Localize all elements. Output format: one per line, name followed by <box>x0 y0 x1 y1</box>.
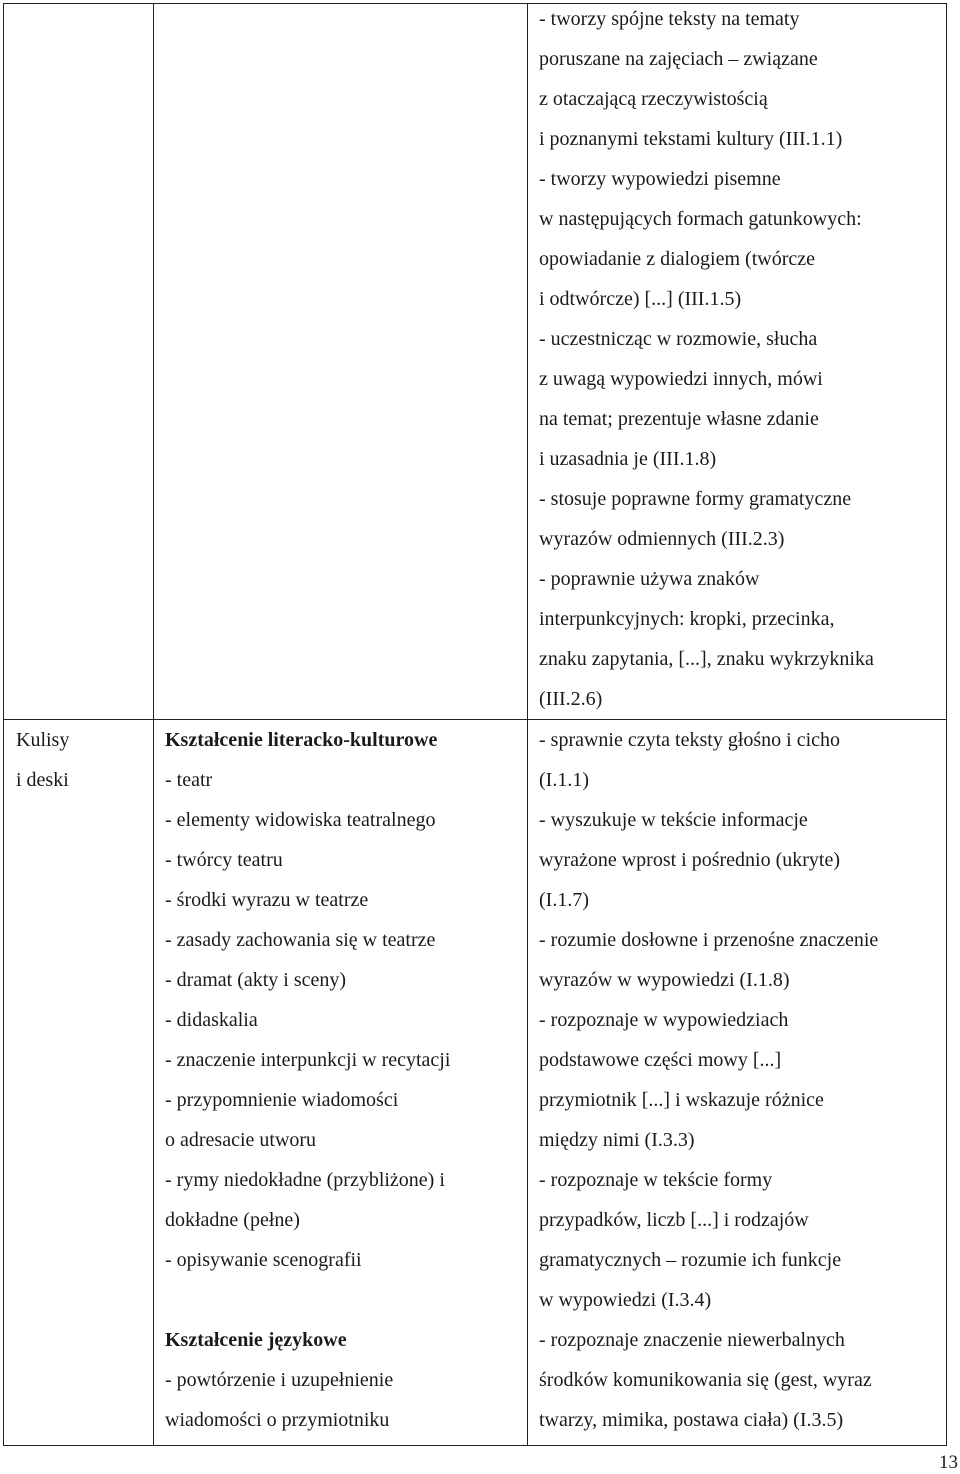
content-line: - przypomnienie wiadomości <box>165 1089 399 1111</box>
content-line: wiadomości o przymiotniku <box>165 1409 390 1431</box>
requirement-line: wyrazów w wypowiedzi (I.1.8) <box>539 969 790 991</box>
content-line: - zasady zachowania się w teatrze <box>165 929 436 951</box>
requirement-line: - tworzy wypowiedzi pisemne <box>539 168 781 190</box>
content-line: - elementy widowiska teatralnego <box>165 809 436 831</box>
requirement-line: i uzasadnia je (III.1.8) <box>539 448 717 470</box>
requirement-line: opowiadanie z dialogiem (twórcze <box>539 248 815 270</box>
requirement-line: (I.1.7) <box>539 889 589 911</box>
requirement-line: - uczestnicząc w rozmowie, słucha <box>539 328 818 350</box>
requirement-line: poruszane na zajęciach – związane <box>539 48 818 70</box>
requirement-line: przypadków, liczb [...] i rodzajów <box>539 1209 809 1231</box>
top-right-cell <box>539 0 874 719</box>
requirement-line: środków komunikowania się (gest, wyraz <box>539 1369 872 1391</box>
requirement-line: - rozpoznaje w wypowiedziach <box>539 1009 789 1031</box>
content-line <box>165 1280 450 1320</box>
content-line: dokładne (pełne) <box>165 1209 300 1231</box>
requirement-line: podstawowe części mowy [...] <box>539 1049 782 1071</box>
requirement-line: z uwagą wypowiedzi innych, mówi <box>539 368 823 390</box>
content-line: - twórcy teatru <box>165 849 283 871</box>
content-line: - rymy niedokładne (przybliżone) i <box>165 1169 445 1191</box>
content-line: - powtórzenie i uzupełnienie <box>165 1369 394 1391</box>
requirement-line: znaku zapytania, [...], znaku wykrzyknika <box>539 648 874 670</box>
content-line: - teatr <box>165 769 213 791</box>
table-left-border <box>3 3 4 1446</box>
row-title-cell <box>16 720 69 800</box>
requirement-line: wyrazów odmiennych (III.2.3) <box>539 528 785 550</box>
content-line: - opisywanie scenografii <box>165 1249 362 1271</box>
requirement-line: i odtwórcze) [...] (III.1.5) <box>539 288 742 310</box>
table-col-divider-2 <box>527 3 528 1446</box>
content-line: - didaskalia <box>165 1009 258 1031</box>
content-line: - znaczenie interpunkcji w recytacji <box>165 1049 451 1071</box>
requirement-line: - rozpoznaje znaczenie niewerbalnych <box>539 1329 845 1351</box>
requirement-line: - wyszukuje w tekście informacje <box>539 809 808 831</box>
requirement-line: w wypowiedzi (I.3.4) <box>539 1289 712 1311</box>
table-col-divider-1 <box>153 3 154 1446</box>
requirement-line: twarzy, mimika, postawa ciała) (I.3.5) <box>539 1409 844 1431</box>
unit-title-line: i deski <box>16 769 69 791</box>
requirement-line: na temat; prezentuje własne zdanie <box>539 408 819 430</box>
page-number: 13 <box>939 1452 958 1473</box>
row-content-cell <box>165 720 450 1440</box>
content-line: o adresacie utworu <box>165 1129 317 1151</box>
requirement-line: przymiotnik [...] i wskazuje różnice <box>539 1089 824 1111</box>
requirement-line: - tworzy spójne teksty na tematy <box>539 8 800 30</box>
requirement-line: z otaczającą rzeczywistością <box>539 88 768 110</box>
unit-title-line: Kulisy <box>16 729 70 751</box>
requirement-line: gramatycznych – rozumie ich funkcje <box>539 1249 842 1271</box>
requirement-line: (I.1.1) <box>539 769 589 791</box>
table-right-border <box>946 3 947 1446</box>
content-line: - środki wyrazu w teatrze <box>165 889 369 911</box>
section-heading: Kształcenie językowe <box>165 1329 347 1351</box>
requirement-line: - stosuje poprawne formy gramatyczne <box>539 488 852 510</box>
requirement-line: - poprawnie używa znaków <box>539 568 760 590</box>
row-requirements-cell <box>539 720 878 1440</box>
requirement-line: w następujących formach gatunkowych: <box>539 208 862 230</box>
section-heading: Kształcenie literacko-kulturowe <box>165 729 438 751</box>
requirement-line: i poznanymi tekstami kultury (III.1.1) <box>539 128 843 150</box>
requirement-line: (III.2.6) <box>539 688 603 710</box>
requirement-line: - sprawnie czyta teksty głośno i cicho <box>539 729 841 751</box>
requirement-line: między nimi (I.3.3) <box>539 1129 695 1151</box>
requirement-line: interpunkcyjnych: kropki, przecinka, <box>539 608 835 630</box>
requirement-line: wyrażone wprost i pośrednio (ukryte) <box>539 849 841 871</box>
table-bottom-border <box>3 1445 947 1446</box>
content-line: - dramat (akty i sceny) <box>165 969 347 991</box>
requirement-line: - rozumie dosłowne i przenośne znaczenie <box>539 929 879 951</box>
requirement-line: - rozpoznaje w tekście formy <box>539 1169 773 1191</box>
